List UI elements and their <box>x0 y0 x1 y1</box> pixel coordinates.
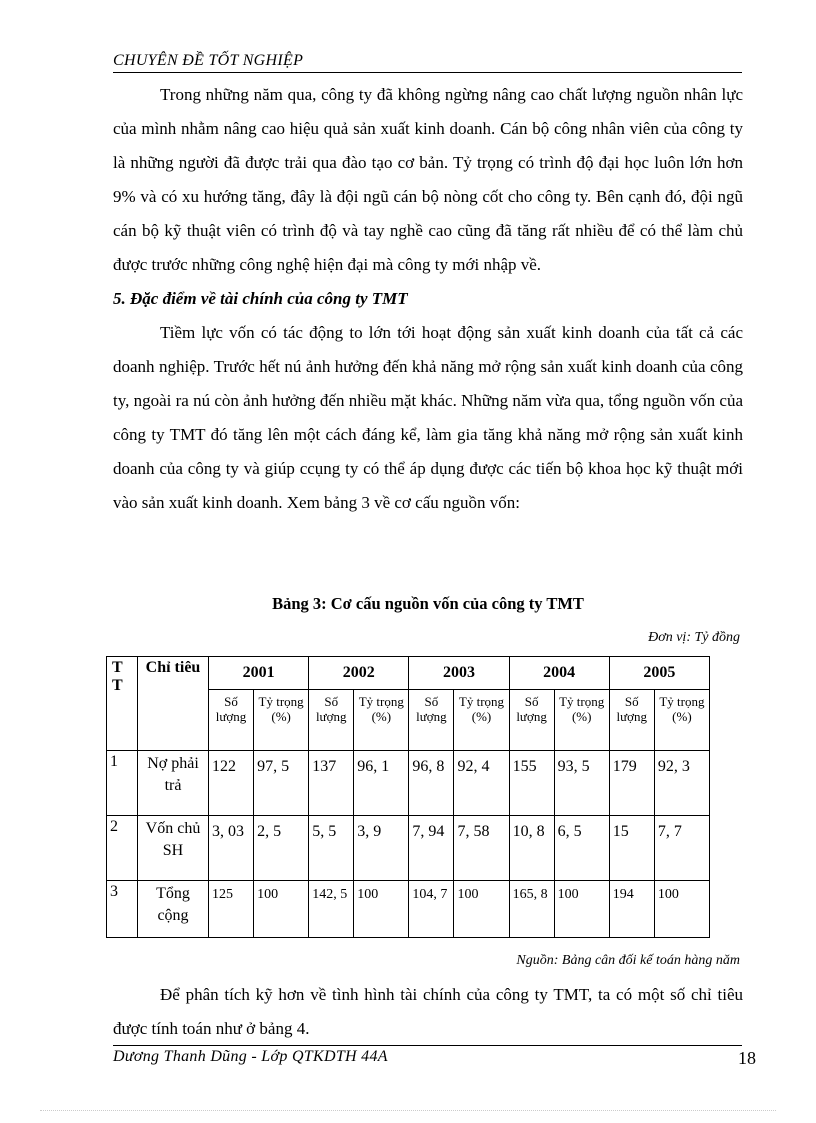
subheader-ty-trong: Tỷ trọng (%) <box>354 690 409 751</box>
table-row <box>107 751 710 816</box>
header-chi-tieu: Chỉ tiêu <box>138 657 209 751</box>
table-cell: 165, 8 <box>509 881 554 938</box>
header-year: 2004 <box>509 657 609 690</box>
table-cell: 7, 58 <box>454 816 509 881</box>
table-cell: 125 <box>209 881 254 938</box>
table-source: Nguồn: Bảng cân đối kế toán hàng năm <box>516 953 740 968</box>
subheader-ty-trong: Tỷ trọng (%) <box>454 690 509 751</box>
table-cell: 92, 4 <box>454 751 509 816</box>
body-text-block-2 <box>113 978 743 1046</box>
table-header-row <box>107 657 710 690</box>
row-label: Vốn chủ SH <box>138 816 209 881</box>
table-cell: 194 <box>609 881 654 938</box>
footer-divider <box>113 1045 742 1046</box>
table-cell: 7, 7 <box>654 816 709 881</box>
page-edge-divider <box>40 1110 776 1111</box>
table-cell: 155 <box>509 751 554 816</box>
table-cell: 179 <box>609 751 654 816</box>
page-header: CHUYÊN ĐỀ TỐT NGHIỆP <box>113 52 742 73</box>
table-cell: 97, 5 <box>254 751 309 816</box>
subheader-so-luong: Số lượng <box>309 690 354 751</box>
table-cell: 6, 5 <box>554 816 609 881</box>
table-cell: 142, 5 <box>309 881 354 938</box>
table-cell: 100 <box>454 881 509 938</box>
subheader-ty-trong: Tỷ trọng (%) <box>654 690 709 751</box>
table-cell: 122 <box>209 751 254 816</box>
paragraph-finance: Tiềm lực vốn có tác động to lớn tới hoạt động sản xuất kinh doanh của tất cả các doanh nghiệp. Trước hết nú ảnh hưởng đến khả năng mở rộng sản xuất kinh doanh của công ty, ngoài ra nú còn ảnh hưởng đến nhiều mặt khác. Những năm vừa qua, tổng nguồn vốn của công ty TMT đó tăng lên một cách đáng kể, làm gia tăng khả năng mở rộng sản xuất kinh doanh của công ty và giúp ccụng ty có thể áp dụng được các tiến bộ khoa học kỹ thuật mới vào sản xuất kinh doanh. Xem bảng 3 về cơ cấu nguồn vốn: <box>113 323 743 512</box>
table-title: Bảng 3: Cơ cấu nguồn vốn của công ty TMT <box>272 594 584 613</box>
table-cell: 2, 5 <box>254 816 309 881</box>
row-tt: 2 <box>107 816 138 881</box>
page-number: 18 <box>738 1048 756 1068</box>
table-cell: 96, 8 <box>409 751 454 816</box>
section-title: 5. Đặc điểm về tài chính của công ty TMT <box>113 289 408 308</box>
paragraph-human-resources: Trong những năm qua, công ty đã không ngừng nâng cao chất lượng nguồn nhân lực của mình nhằm nâng cao hiệu quả sản xuất kinh doanh. Cán bộ công nhân viên của công ty là những người đã được trải qua đào tạo cơ bản. Tỷ trọng có trình độ đại học luôn lớn hơn 9% và có xu hướng tăng, đây là đội ngũ cán bộ nòng cốt cho công ty. Bên cạnh đó, đội ngũ cán bộ kỹ thuật viên có trình độ và tay nghề cao cũng đã tăng rất nhiều để có thể làm chủ được trước những công nghệ hiện đại mà công ty mới nhập về. <box>113 85 743 274</box>
table-cell: 15 <box>609 816 654 881</box>
table-cell: 100 <box>554 881 609 938</box>
footer-author: Dương Thanh Dũng - Lớp QTKDTH 44A <box>113 1048 388 1065</box>
capital-structure-table <box>106 656 710 938</box>
table-cell: 104, 7 <box>409 881 454 938</box>
table-cell: 100 <box>254 881 309 938</box>
header-year: 2002 <box>309 657 409 690</box>
table-cell: 5, 5 <box>309 816 354 881</box>
subheader-so-luong: Số lượng <box>209 690 254 751</box>
header-year: 2003 <box>409 657 509 690</box>
row-tt: 1 <box>107 751 138 816</box>
subheader-so-luong: Số lượng <box>409 690 454 751</box>
table-row <box>107 881 710 938</box>
table-cell: 137 <box>309 751 354 816</box>
body-text-block <box>113 78 743 520</box>
table-cell: 7, 94 <box>409 816 454 881</box>
subheader-ty-trong: Tỷ trọng (%) <box>254 690 309 751</box>
table-row <box>107 816 710 881</box>
table-cell: 96, 1 <box>354 751 409 816</box>
header-year: 2001 <box>209 657 309 690</box>
table-cell: 92, 3 <box>654 751 709 816</box>
table-cell: 3, 9 <box>354 816 409 881</box>
header-tt: T T <box>107 657 138 751</box>
subheader-so-luong: Số lượng <box>609 690 654 751</box>
subheader-so-luong: Số lượng <box>509 690 554 751</box>
row-label: Nợ phải trả <box>138 751 209 816</box>
table-cell: 100 <box>654 881 709 938</box>
table-cell: 10, 8 <box>509 816 554 881</box>
table-cell: 100 <box>354 881 409 938</box>
paragraph-analysis: Để phân tích kỹ hơn về tình hình tài chính của công ty TMT, ta có một số chỉ tiêu được tính toán như ở bảng 4. <box>113 985 743 1038</box>
row-tt: 3 <box>107 881 138 938</box>
header-year: 2005 <box>609 657 709 690</box>
subheader-ty-trong: Tỷ trọng (%) <box>554 690 609 751</box>
table-unit: Đơn vị: Tỷ đồng <box>648 630 740 645</box>
table-cell: 3, 03 <box>209 816 254 881</box>
row-label: Tổng cộng <box>138 881 209 938</box>
table-cell: 93, 5 <box>554 751 609 816</box>
